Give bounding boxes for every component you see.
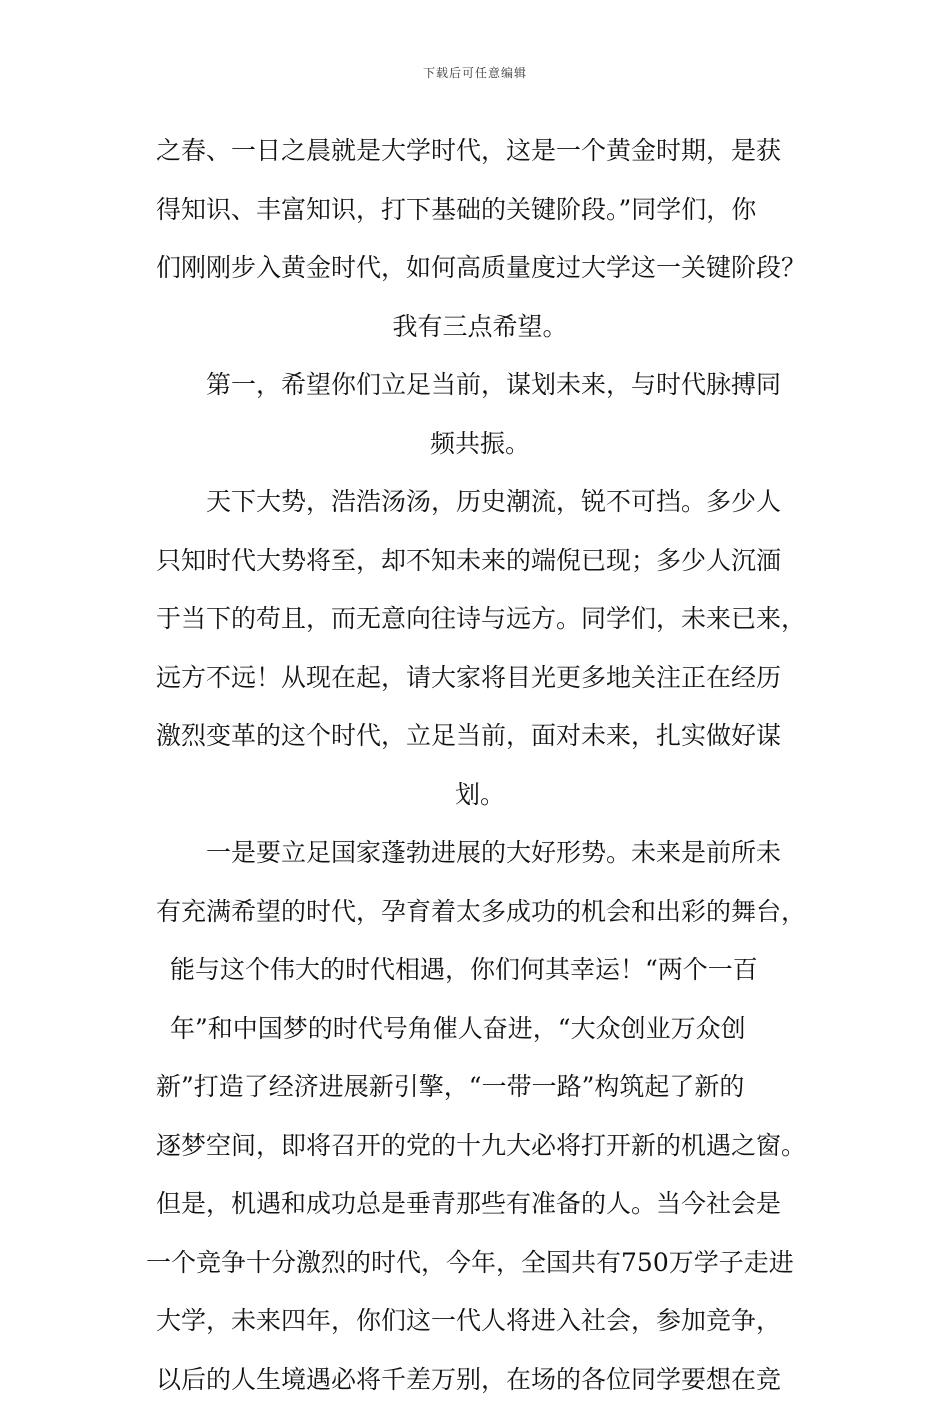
text-line: 之春、一日之晨就是大学时代，这是一个黄金时期，是获 [150, 122, 810, 181]
text-line: 划。 [150, 766, 810, 825]
text-line: 逐梦空间，即将召开的党的十九大必将打开新的机遇之窗。 [150, 1117, 810, 1176]
text-line: 频共振。 [150, 415, 810, 474]
text-line: 远方不远！从现在起，请大家将目光更多地关注正在经历 [150, 649, 810, 708]
text-line: 们刚刚步入黄金时代，如何高质量度过大学这一关键阶段？ [150, 239, 810, 298]
text-line: 能与这个伟大的时代相遇，你们何其幸运！“两个一百 [150, 941, 810, 1000]
text-line: 天下大势，浩浩汤汤，历史潮流，锐不可挡。多少人 [150, 473, 810, 532]
text-line: 激烈变革的这个时代，立足当前，面对未来，扎实做好谋 [150, 707, 810, 766]
text-line: 只知时代大势将至，却不知未来的端倪已现；多少人沉湎 [150, 532, 810, 591]
text-line: 以后的人生境遇必将千差万别，在场的各位同学要想在竞 [150, 1351, 810, 1409]
text-line: 于当下的苟且，而无意向往诗与远方。同学们，未来已来， [150, 590, 810, 649]
text-line: 新”打造了经济进展新引擎，“一带一路”构筑起了新的 [150, 1058, 810, 1117]
text-line: 一是要立足国家蓬勃进展的大好形势。未来是前所未 [150, 824, 810, 883]
text-line: 有充满希望的时代，孕育着太多成功的机会和出彩的舞台， [150, 883, 810, 942]
text-line: 但是，机遇和成功总是垂青那些有准备的人。当今社会是 [150, 1175, 810, 1234]
text-line: 大学，未来四年，你们这一代人将进入社会，参加竞争， [150, 1292, 810, 1351]
document-body [150, 122, 810, 1409]
text-line: 我有三点希望。 [150, 298, 810, 357]
page-header-note: 下载后可任意编辑 [0, 64, 950, 81]
text-line: 第一，希望你们立足当前，谋划未来，与时代脉搏同 [150, 356, 810, 415]
text-line: 年”和中国梦的时代号角催人奋进，“大众创业万众创 [150, 1000, 810, 1059]
text-line: 得知识、丰富知识，打下基础的关键阶段。”同学们，你 [150, 181, 810, 240]
text-line: 一个竞争十分激烈的时代，今年，全国共有750万学子走进 [146, 1234, 810, 1293]
